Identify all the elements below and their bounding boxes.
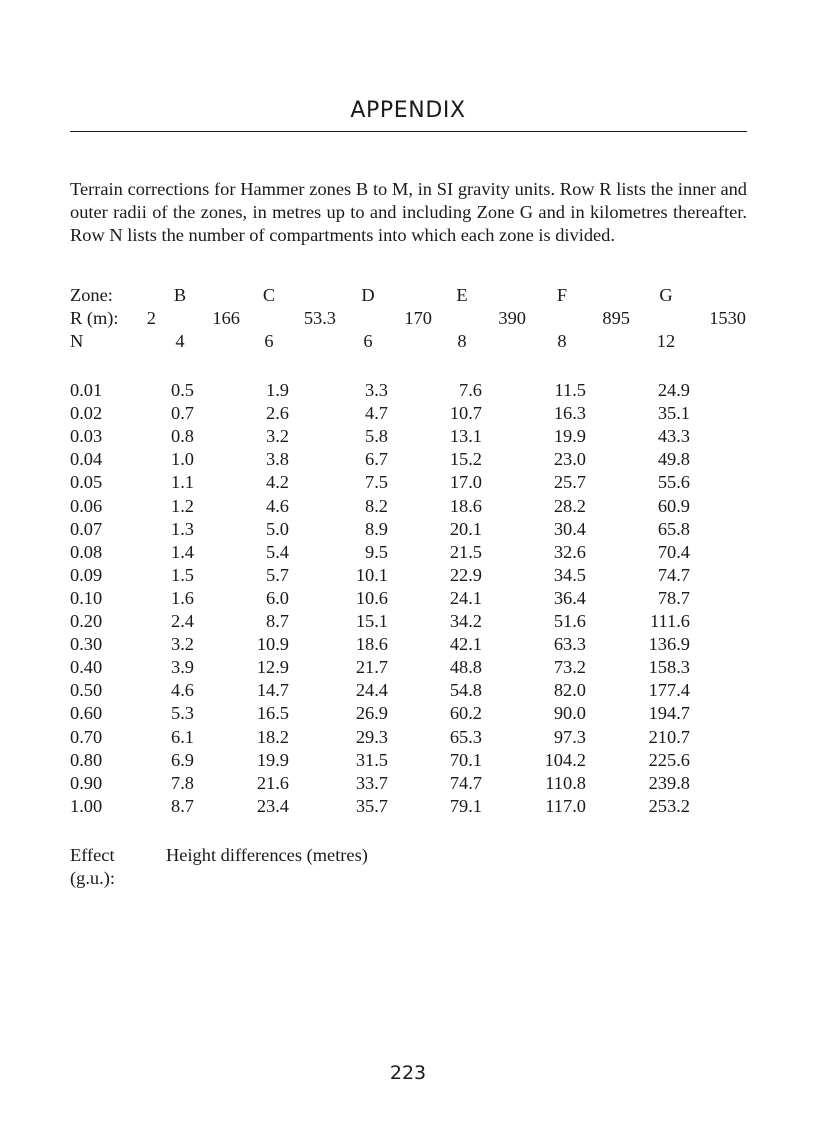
zone-b-value: 1.4 [171, 541, 194, 562]
zone-c-value: 5.0 [266, 518, 289, 539]
radius-value: 170 [404, 308, 432, 328]
effect-value: 0.04 [70, 449, 103, 470]
title-rule [70, 131, 747, 132]
zone-d-value: 7.5 [365, 472, 388, 493]
compartment-count: 6 [264, 331, 274, 351]
effect-units-row [0, 867, 816, 890]
zone-c-value: 6.0 [266, 587, 289, 608]
zone-f-value: 23.0 [553, 449, 586, 470]
zone-b-value: 4.6 [171, 680, 194, 701]
zone-c-value: 2.6 [266, 403, 289, 424]
effect-value: 0.40 [70, 657, 103, 678]
table-row [0, 633, 816, 656]
zone-g-value: 177.4 [648, 680, 690, 701]
zone-e-value: 79.1 [449, 795, 482, 816]
intro-paragraph: Terrain corrections for Hammer zones B to M, in SI gravity units. Row R lists the inner and outer radii of the zones, in metres up to and including Zone G and in kilometres thereafter. Row N lists the number of compartments into which each zone is divided. [70, 179, 747, 246]
zone-g-value: 55.6 [657, 472, 690, 493]
zone-d-value: 18.6 [355, 634, 388, 655]
effect-value: 0.20 [70, 611, 103, 631]
zone-b-value: 0.5 [171, 380, 194, 400]
table-row [0, 772, 816, 795]
radius-value: 2 [146, 308, 156, 328]
zone-header: D [361, 285, 375, 305]
effect-value: 0.10 [70, 587, 103, 608]
zone-c-value: 18.2 [256, 726, 289, 747]
zone-f-value: 28.2 [553, 495, 586, 516]
zone-e-value: 65.3 [449, 726, 482, 747]
zone-c-value: 16.5 [256, 703, 289, 724]
table-row [0, 541, 816, 564]
zone-c-value: 12.9 [256, 657, 289, 678]
zone-d-value: 10.1 [355, 564, 388, 585]
zone-b-value: 1.2 [171, 495, 194, 516]
zone-b-value: 7.8 [171, 772, 194, 793]
zone-g-value: 158.3 [648, 657, 690, 678]
compartment-count: 12 [656, 331, 676, 351]
zone-g-value: 78.7 [657, 587, 690, 608]
zone-b-value: 6.1 [171, 726, 194, 747]
zone-g-value: 74.7 [657, 564, 690, 585]
zone-e-value: 54.8 [449, 680, 482, 701]
effect-value: 0.50 [70, 680, 103, 701]
effect-value: 0.02 [70, 403, 103, 424]
zone-g-value: 35.1 [657, 403, 690, 424]
effect-label: Effect [70, 845, 115, 865]
zone-label: Zone: [70, 285, 113, 305]
zone-b-value: 8.7 [171, 795, 194, 816]
effect-row [0, 844, 816, 867]
effect-value: 0.30 [70, 634, 103, 655]
zone-g-value: 49.8 [657, 449, 690, 470]
zone-c-value: 23.4 [256, 795, 289, 816]
zone-b-value: 1.6 [171, 587, 194, 608]
effect-value: 0.07 [70, 518, 103, 539]
zone-g-value: 111.6 [649, 611, 690, 631]
zone-e-value: 74.7 [449, 772, 482, 793]
table-row [0, 587, 816, 610]
table-row [0, 726, 816, 749]
zone-b-value: 1.0 [171, 449, 194, 470]
page-number: 223 [389, 1062, 427, 1084]
radii-label: R (m): [70, 308, 119, 328]
zone-d-value: 8.2 [365, 495, 388, 516]
table-row [0, 379, 816, 402]
zone-e-value: 7.6 [459, 380, 482, 400]
compartments-row [0, 330, 816, 353]
radius-value: 53.3 [303, 308, 336, 328]
zone-b-value: 3.2 [171, 634, 194, 655]
zone-g-value: 65.8 [657, 518, 690, 539]
zone-b-value: 0.7 [171, 403, 194, 424]
zone-d-value: 33.7 [355, 772, 388, 793]
zone-g-value: 43.3 [657, 426, 690, 447]
zone-f-value: 63.3 [553, 634, 586, 655]
zone-g-value: 210.7 [648, 726, 690, 747]
zone-g-value: 239.8 [648, 772, 690, 793]
table-row [0, 610, 816, 633]
zone-f-value: 11.5 [554, 380, 586, 400]
zone-c-value: 3.8 [266, 449, 289, 470]
zone-e-value: 34.2 [449, 611, 482, 631]
zone-g-value: 24.9 [657, 380, 690, 400]
compartment-count: 8 [457, 331, 467, 351]
table-row [0, 795, 816, 818]
table-row [0, 656, 816, 679]
zone-b-value: 1.5 [171, 564, 194, 585]
zone-e-value: 13.1 [449, 426, 482, 447]
zone-f-value: 110.8 [545, 772, 586, 793]
radius-value: 1530 [709, 308, 746, 328]
zone-g-value: 253.2 [648, 795, 690, 816]
zone-e-value: 18.6 [449, 495, 482, 516]
table-row [0, 679, 816, 702]
zone-header: C [262, 285, 276, 305]
zone-e-value: 22.9 [449, 564, 482, 585]
zone-c-value: 4.2 [266, 472, 289, 493]
zone-c-value: 21.6 [256, 772, 289, 793]
zone-c-value: 5.4 [266, 541, 289, 562]
zone-d-value: 29.3 [355, 726, 388, 747]
zone-e-value: 70.1 [449, 749, 482, 770]
zone-f-value: 30.4 [553, 518, 586, 539]
zone-d-value: 5.8 [365, 426, 388, 447]
zone-header: F [556, 285, 568, 305]
zone-f-value: 34.5 [553, 564, 586, 585]
zone-d-value: 9.5 [365, 541, 388, 562]
table-row [0, 702, 816, 725]
effect-value: 0.03 [70, 426, 103, 447]
table-row [0, 564, 816, 587]
zone-f-value: 16.3 [553, 403, 586, 424]
zone-g-value: 60.9 [657, 495, 690, 516]
zone-c-value: 5.7 [266, 564, 289, 585]
zone-g-value: 194.7 [648, 703, 690, 724]
zone-c-value: 14.7 [256, 680, 289, 701]
compartment-count: 8 [557, 331, 567, 351]
zone-d-value: 10.6 [355, 587, 388, 608]
zone-f-value: 82.0 [553, 680, 586, 701]
zone-c-value: 3.2 [266, 426, 289, 447]
zone-d-value: 8.9 [365, 518, 388, 539]
zone-c-value: 10.9 [256, 634, 289, 655]
zone-f-value: 32.6 [553, 541, 586, 562]
effect-value: 0.01 [70, 380, 103, 400]
table-row [0, 749, 816, 772]
zone-b-value: 3.9 [171, 657, 194, 678]
table-row [0, 518, 816, 541]
zone-g-value: 136.9 [648, 634, 690, 655]
zone-b-value: 1.3 [171, 518, 194, 539]
zone-f-value: 97.3 [553, 726, 586, 747]
radius-value: 895 [602, 308, 630, 328]
page-title: APPENDIX [350, 98, 466, 123]
zone-f-value: 73.2 [553, 657, 586, 678]
effect-units-label: (g.u.): [70, 868, 115, 888]
zone-f-value: 36.4 [553, 587, 586, 608]
zone-c-value: 8.7 [266, 611, 289, 631]
effect-value: 0.05 [70, 472, 103, 493]
zone-f-value: 19.9 [553, 426, 586, 447]
zone-f-value: 51.6 [553, 611, 586, 631]
zone-e-value: 10.7 [449, 403, 482, 424]
zone-e-value: 60.2 [449, 703, 482, 724]
zone-d-value: 35.7 [355, 795, 388, 816]
effect-value: 0.90 [70, 772, 103, 793]
effect-value: 0.60 [70, 703, 103, 724]
zone-header: G [659, 285, 673, 305]
zone-d-value: 21.7 [355, 657, 388, 678]
zone-b-value: 2.4 [171, 611, 194, 631]
compartments-label: N [70, 331, 84, 351]
effect-value: 0.80 [70, 749, 103, 770]
zone-d-value: 6.7 [365, 449, 388, 470]
radius-value: 166 [212, 308, 240, 328]
table-row [0, 495, 816, 518]
compartment-count: 6 [363, 331, 373, 351]
zone-header: B [173, 285, 187, 305]
zone-f-value: 90.0 [553, 703, 586, 724]
effect-value: 0.08 [70, 541, 103, 562]
zone-d-value: 3.3 [365, 380, 388, 400]
zone-d-value: 31.5 [355, 749, 388, 770]
zone-row [0, 284, 816, 307]
zone-d-value: 24.4 [355, 680, 388, 701]
zone-f-value: 104.2 [544, 749, 586, 770]
table-row [0, 471, 816, 494]
zone-b-value: 5.3 [171, 703, 194, 724]
zone-e-value: 24.1 [449, 587, 482, 608]
table-row [0, 448, 816, 471]
zone-g-value: 225.6 [648, 749, 690, 770]
zone-d-value: 15.1 [355, 611, 388, 631]
zone-e-value: 21.5 [449, 541, 482, 562]
zone-b-value: 6.9 [171, 749, 194, 770]
zone-d-value: 26.9 [355, 703, 388, 724]
zone-e-value: 17.0 [449, 472, 482, 493]
effect-value: 1.00 [70, 795, 103, 816]
effect-value: 0.70 [70, 726, 103, 747]
effect-value: 0.09 [70, 564, 103, 585]
zone-c-value: 4.6 [266, 495, 289, 516]
zone-e-value: 20.1 [449, 518, 482, 539]
height-differences-caption: Height differences (metres) [166, 845, 368, 865]
zone-d-value: 4.7 [365, 403, 388, 424]
zone-f-value: 117.0 [545, 795, 586, 816]
zone-b-value: 1.1 [171, 472, 194, 493]
zone-header: E [456, 285, 468, 305]
radii-row [0, 307, 816, 330]
table-row [0, 425, 816, 448]
zone-f-value: 25.7 [553, 472, 586, 493]
table-row [0, 402, 816, 425]
zone-g-value: 70.4 [657, 541, 690, 562]
radius-value: 390 [498, 308, 526, 328]
zone-e-value: 15.2 [449, 449, 482, 470]
zone-e-value: 48.8 [449, 657, 482, 678]
zone-c-value: 1.9 [266, 380, 289, 400]
effect-value: 0.06 [70, 495, 103, 516]
zone-e-value: 42.1 [449, 634, 482, 655]
zone-c-value: 19.9 [256, 749, 289, 770]
zone-b-value: 0.8 [171, 426, 194, 447]
compartment-count: 4 [175, 331, 185, 351]
